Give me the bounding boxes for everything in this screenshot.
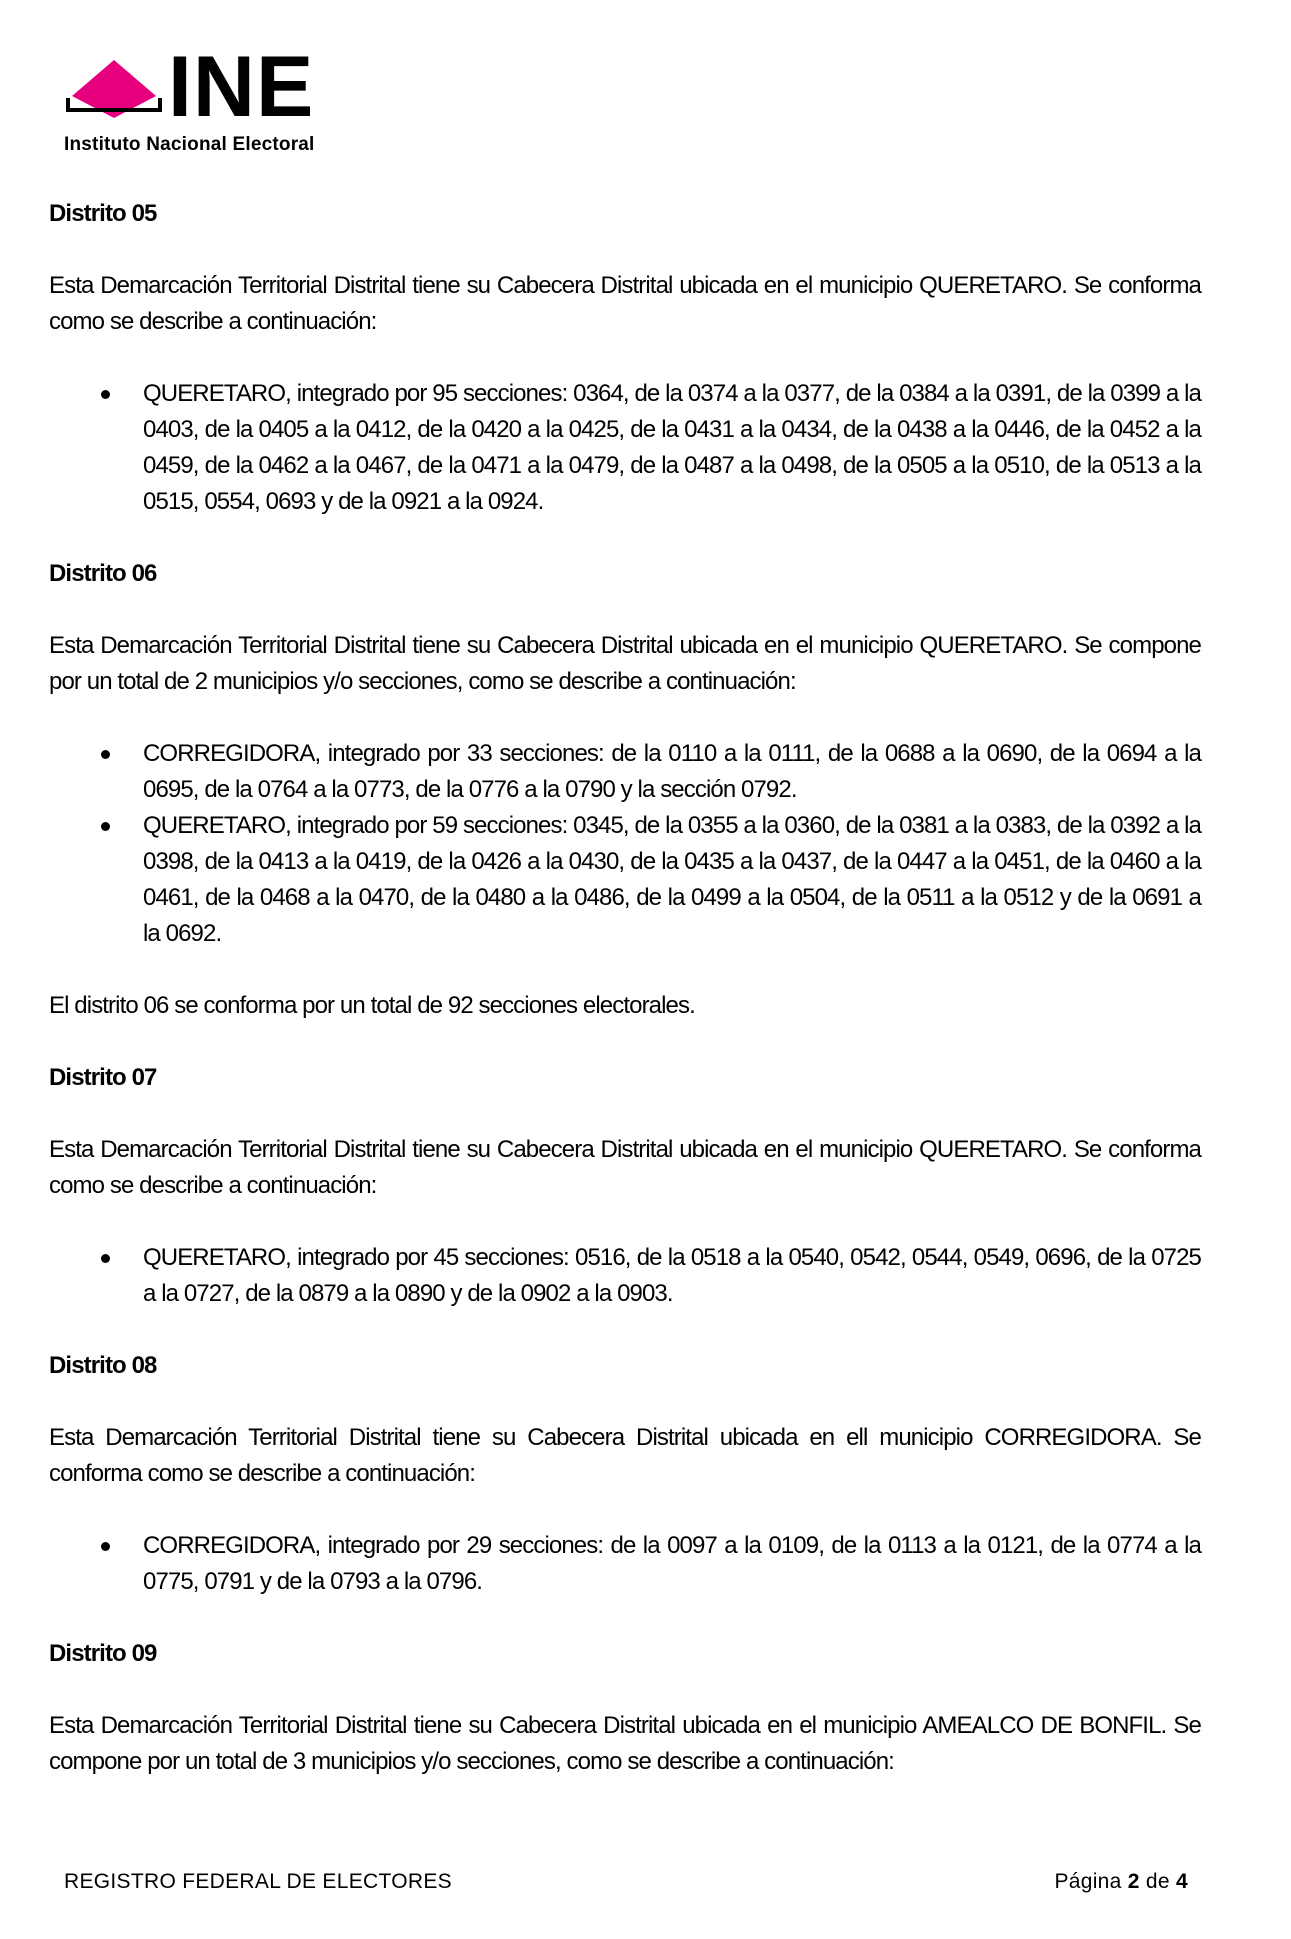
list-item-text: QUERETARO, integrado por 45 secciones: 0516, de la 0518 a la 0540, 0542, 0544, 0549, 0696, de la 0725 a la 0727, de la 0879 a la 0890 y de la 0902 a la 0903. <box>143 1244 1201 1307</box>
logo-subtitle: Instituto Nacional Electoral <box>64 134 315 155</box>
district-05 <box>49 196 1201 520</box>
bullet-icon <box>101 822 110 831</box>
district-08 <box>49 1348 1201 1600</box>
district-09 <box>49 1636 1201 1780</box>
list-item <box>49 736 1201 808</box>
district-intro: Esta Demarcación Territorial Distrital tiene su Cabecera Distrital ubicada en el municipio AMEALCO DE BONFIL. Se compone por un total de 3 municipios y/o secciones, como se describe a continuación: <box>49 1712 1201 1775</box>
district-title: Distrito 05 <box>49 200 157 227</box>
municipality-list <box>49 736 1201 952</box>
list-item <box>49 376 1201 520</box>
municipality-list <box>49 1240 1201 1312</box>
bullet-icon <box>101 390 110 399</box>
district-title: Distrito 06 <box>49 560 157 587</box>
list-item-text: CORREGIDORA, integrado por 29 secciones: de la 0097 a la 0109, de la 0113 a la 0121, de la 0774 a la 0775, 0791 y de la 0793 a la 0796. <box>143 1532 1201 1595</box>
district-intro: Esta Demarcación Territorial Distrital tiene su Cabecera Distrital ubicada en el municipio QUERETARO. Se conforma como se describe a continuación: <box>49 272 1201 335</box>
bullet-icon <box>101 750 110 759</box>
logo-word: INE <box>168 39 315 135</box>
list-item <box>49 808 1201 952</box>
document-body <box>49 196 1201 1816</box>
list-item-text: QUERETARO, integrado por 59 secciones: 0345, de la 0355 a la 0360, de la 0381 a la 0383, de la 0392 a la 0398, de la 0413 a la 0419, de la 0426 a la 0430, de la 0435 a la 0437, de la 0447 a la 0451, de la 0460 a la 0461, de la 0468 a la 0470, de la 0480 a la 0486, de la 0499 a la 0504, de la 0511 a la 0512 y de la 0691 a la 0692. <box>143 812 1201 947</box>
district-title: Distrito 09 <box>49 1640 157 1667</box>
municipality-list <box>49 1528 1201 1600</box>
district-intro: Esta Demarcación Territorial Distrital tiene su Cabecera Distrital ubicada en el municipio QUERETARO. Se conforma como se describe a continuación: <box>49 1136 1201 1199</box>
district-title: Distrito 07 <box>49 1064 157 1091</box>
page-label: Página <box>1054 1870 1122 1893</box>
municipality-list <box>49 376 1201 520</box>
bullet-icon <box>101 1542 110 1551</box>
bullet-icon <box>101 1254 110 1263</box>
ine-diamond-icon <box>64 58 164 123</box>
ine-logo <box>64 39 374 158</box>
list-item <box>49 1240 1201 1312</box>
district-intro: Esta Demarcación Territorial Distrital tiene su Cabecera Distrital ubicada en el municipio QUERETARO. Se compone por un total de 2 municipios y/o secciones, como se describe a continuación: <box>49 632 1201 695</box>
list-item-text: QUERETARO, integrado por 95 secciones: 0364, de la 0374 a la 0377, de la 0384 a la 0391, de la 0399 a la 0403, de la 0405 a la 0412, de la 0420 a la 0425, de la 0431 a la 0434, de la 0438 a la 0446, de la 0452 a la 0459, de la 0462 a la 0467, de la 0471 a la 0479, de la 0487 a la 0498, de la 0505 a la 0510, de la 0513 a la 0515, 0554, 0693 y de la 0921 a la 0924. <box>143 380 1201 515</box>
page-of: de <box>1145 1870 1170 1893</box>
page-total: 4 <box>1176 1870 1188 1893</box>
district-title: Distrito 08 <box>49 1352 157 1379</box>
district-06 <box>49 556 1201 1024</box>
district-intro: Esta Demarcación Territorial Distrital tiene su Cabecera Distrital ubicada en ell municipio CORREGIDORA. Se conforma como se describe a continuación: <box>49 1424 1201 1487</box>
page-current: 2 <box>1127 1870 1140 1893</box>
page-number <box>1054 1870 1188 1894</box>
district-07 <box>49 1060 1201 1312</box>
footer-registry-label: REGISTRO FEDERAL DE ELECTORES <box>64 1870 452 1893</box>
list-item <box>49 1528 1201 1600</box>
district-summary: El distrito 06 se conforma por un total de 92 secciones electorales. <box>49 992 695 1019</box>
list-item-text: CORREGIDORA, integrado por 33 secciones: de la 0110 a la 0111, de la 0688 a la 0690, de la 0694 a la 0695, de la 0764 a la 0773, de la 0776 a la 0790 y la sección 0792. <box>143 740 1201 803</box>
